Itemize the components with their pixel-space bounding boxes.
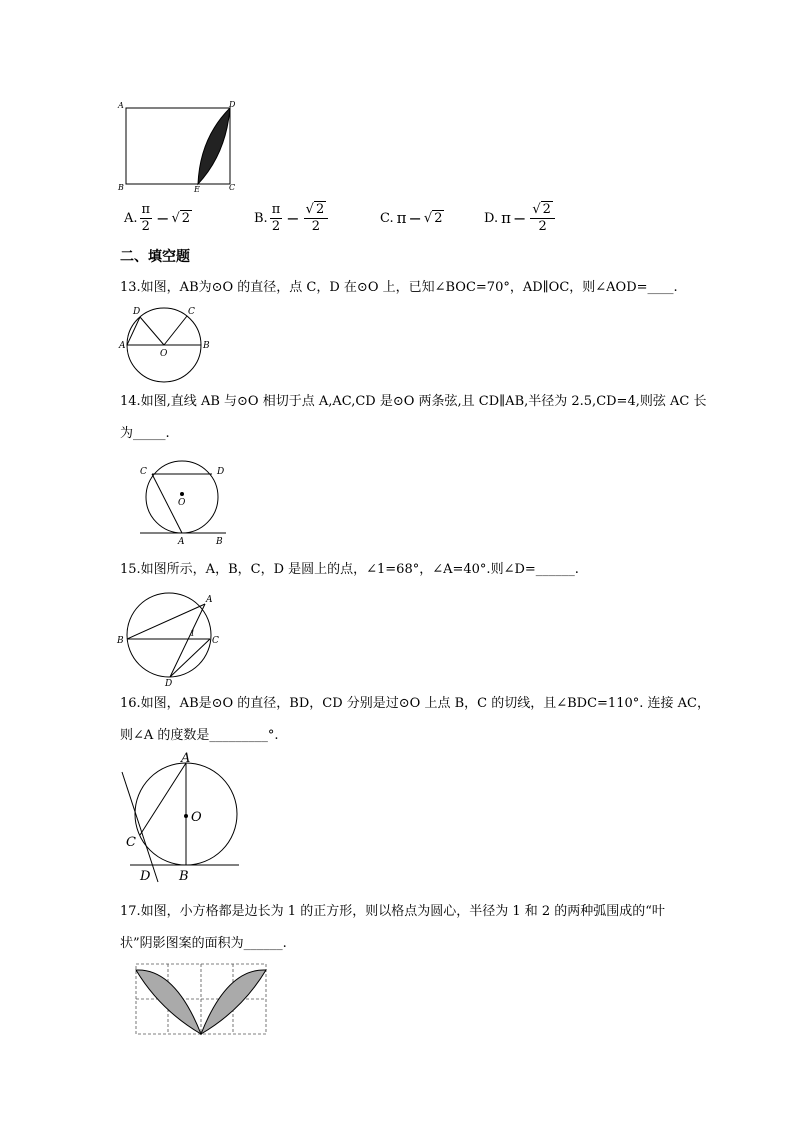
q17-left-leaf: [136, 970, 201, 1034]
q16-line2: 则∠A 的度数是_________°.: [120, 728, 279, 743]
q16-label-c: C: [126, 835, 136, 850]
q14-circle: [146, 461, 218, 533]
q16-label-a: A: [181, 751, 191, 766]
q14-line1: 14.如图,直线 AB 与⊙O 相切于点 A,AC,CD 是⊙O 两条弦,且 CD∥AB,半径为 2.5,CD=4,则弦 AC 长: [120, 394, 707, 409]
option-a[interactable]: A. $\frac{\pi}{2}$ − √ 2: [124, 201, 191, 234]
q17-right-leaf: [201, 970, 266, 1034]
q13-segment-od: [140, 317, 164, 345]
q13-label-a: A: [119, 341, 126, 351]
option-c[interactable]: C. π − √ 2: [380, 208, 443, 228]
q15-label-d: D: [165, 679, 173, 689]
q13-segment-ad: [127, 317, 140, 345]
q14-label-b: B: [216, 537, 223, 547]
fig12-label-a: A: [118, 101, 124, 110]
option-b[interactable]: B. $\frac{\pi}{2}$ − $\frac{√ 2}{2}$: [254, 198, 330, 238]
q13-label-c: C: [188, 307, 195, 317]
q16-circle-figure: [118, 752, 242, 884]
q13-label-o: O: [160, 349, 168, 359]
q15-label-angle1: 1: [190, 629, 196, 638]
q14-circle-figure: [132, 456, 242, 546]
shaded-leaf: [198, 108, 230, 184]
option-d[interactable]: D. π − $\frac{√ 2}{2}$: [484, 198, 557, 238]
q13-segment-oc: [164, 316, 187, 345]
q16-center-dot: [184, 814, 188, 818]
fig12-label-b: B: [118, 183, 124, 192]
q13-text: 13.如图，AB为⊙O 的直径，点 C，D 在⊙O 上，已知∠BOC=70°，AD∥OC，则∠AOD=____.: [120, 280, 678, 295]
fig12-label-d: D: [229, 100, 236, 109]
q15-circle: [127, 593, 211, 677]
q14-label-c: C: [140, 467, 147, 477]
section-title: 二、填空题: [120, 249, 190, 265]
q15-chord-ad: [170, 604, 205, 677]
q13-label-d: D: [133, 307, 141, 317]
q13-circle-figure: [118, 302, 214, 386]
q15-text: 15.如图所示，A，B，C，D 是圆上的点，∠1=68°，∠A=40°.则∠D=______.: [120, 562, 579, 577]
fig12-label-c: C: [229, 183, 236, 192]
q16-label-d: D: [140, 869, 151, 884]
q12-rectangle-figure: [112, 98, 247, 194]
q16-label-b: B: [179, 869, 189, 884]
q17-leaf-figure: [130, 960, 272, 1040]
q14-label-d: D: [217, 467, 225, 477]
q14-center-dot: [180, 492, 184, 496]
q14-label-o: O: [178, 498, 186, 508]
q15-circle-figure: [114, 590, 226, 689]
q14-line2: 为_____.: [120, 426, 170, 441]
q13-label-b: B: [203, 341, 210, 351]
q15-label-b: B: [117, 636, 124, 646]
q16-line1: 16.如图，AB是⊙O 的直径，BD，CD 分别是过⊙O 上点 B，C 的切线，且∠BDC=110°. 连接 AC，: [120, 696, 710, 711]
q15-label-c: C: [212, 636, 219, 646]
q17-line2: 状”阴影图案的面积为______.: [120, 936, 287, 951]
q16-label-o: O: [191, 810, 202, 825]
q17-line1: 17.如图，小方格都是边长为 1 的正方形，则以格点为圆心，半径为 1 和 2 的两种弧围成的“叶: [120, 904, 665, 919]
fig12-label-e: E: [194, 185, 200, 194]
q15-label-a: A: [206, 595, 213, 605]
q16-chord-ac: [140, 763, 186, 835]
q14-label-a: A: [178, 537, 185, 547]
